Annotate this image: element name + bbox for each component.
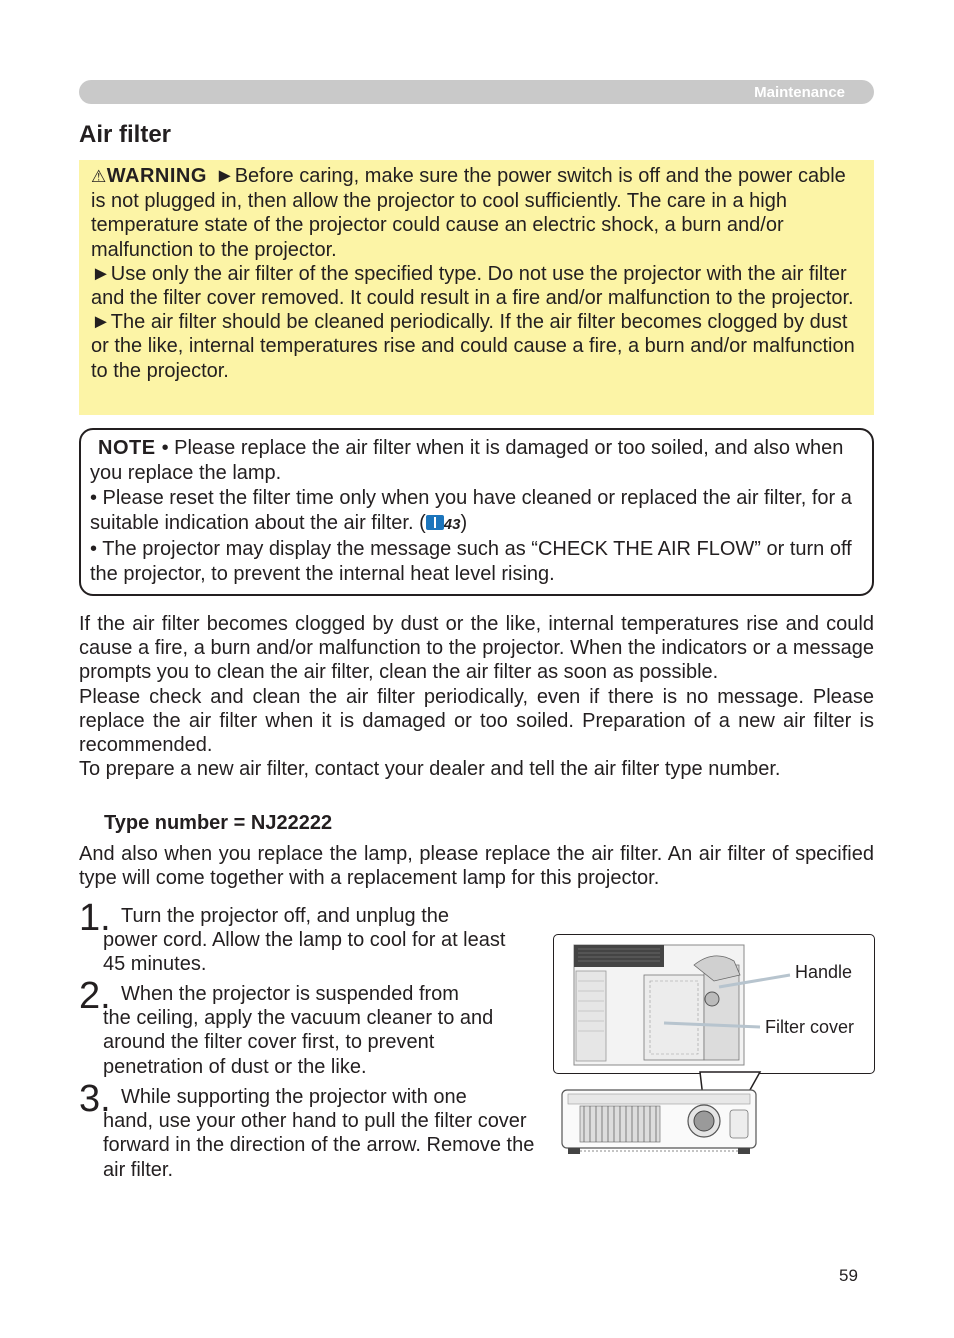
note-label: NOTE — [98, 437, 156, 459]
page-number: 59 — [839, 1266, 858, 1285]
step-number: 2. — [79, 975, 111, 1017]
filter-closeup-figure — [553, 934, 875, 1074]
paragraph-2: Please check and clean the air filter periodically, even if there is no message. Please replace the air filter when it is damaged or too soiled. Preparation of a new air filter is recommended. — [79, 685, 874, 757]
warning-item-3: ►The air filter should be cleaned periodically. If the air filter becomes clogged by dust or the like, internal temperatures rise and could cause a fire, a burn and/or malfunction to the projector. — [91, 311, 855, 382]
body-text — [79, 612, 874, 781]
paragraph-1: If the air filter becomes clogged by dust or the like, internal temperatures rise and could cause a fire, a burn and/or malfunction to the projector. When the indicators or a message prompts you to clean the air filter, clean the air filter as soon as possible. — [79, 613, 874, 684]
note-item-3: • The projector may display the message such as “CHECK THE AIR FLOW” or turn off the projector, to prevent the internal heat level rising. — [90, 538, 852, 585]
warning-triangle-icon: ⚠ — [91, 167, 107, 186]
note-item-2: • Please reset the filter time only when you have cleaned or replaced the air filter, for a suitable indication about the air filter. ( 43) — [90, 487, 852, 534]
step-number: 3. — [79, 1078, 111, 1120]
paragraph-3: To prepare a new air filter, contact your dealer and tell the air filter type number. — [79, 758, 781, 781]
warning-item-2: ►Use only the air filter of the specified type. Do not use the projector with the air filter and the filter cover removed. It could result in a fire and/or malfunction to the projector. — [91, 262, 854, 310]
paragraph-4: And also when you replace the lamp, please replace the air filter. An air filter of specified type will come together with a replacement lamp for this projector. — [79, 843, 874, 890]
note-item-1: NOTE • Please replace the air filter when it is damaged or too soiled, and also when you replace the lamp. — [90, 437, 844, 484]
handle-label: Handle — [795, 962, 853, 982]
warning-box — [79, 160, 874, 415]
body-text-2 — [79, 842, 874, 890]
page-reference[interactable]: 43 — [443, 516, 461, 533]
page-title: Air filter — [79, 121, 172, 148]
type-number: Type number = NJ22222 — [104, 812, 333, 834]
step-number: 1. — [79, 897, 111, 939]
note-box — [79, 428, 874, 596]
section-label: Maintenance — [754, 84, 845, 101]
filter-closeup-drawing — [554, 935, 876, 1075]
header-bar — [79, 80, 874, 104]
warning-item-1: ⚠WARNING ►Before caring, make sure the power switch is off and the power cable is not plugged in, then allow the projector to cool sufficiently. The care in a high temperature state of the projector could cause an electric shock, a burn and/or malfunction to the projector. — [91, 165, 846, 261]
filter-cover-label: Filter cover — [765, 1017, 855, 1037]
book-reference-icon — [426, 515, 444, 530]
warning-label: ⚠WARNING — [91, 165, 207, 187]
